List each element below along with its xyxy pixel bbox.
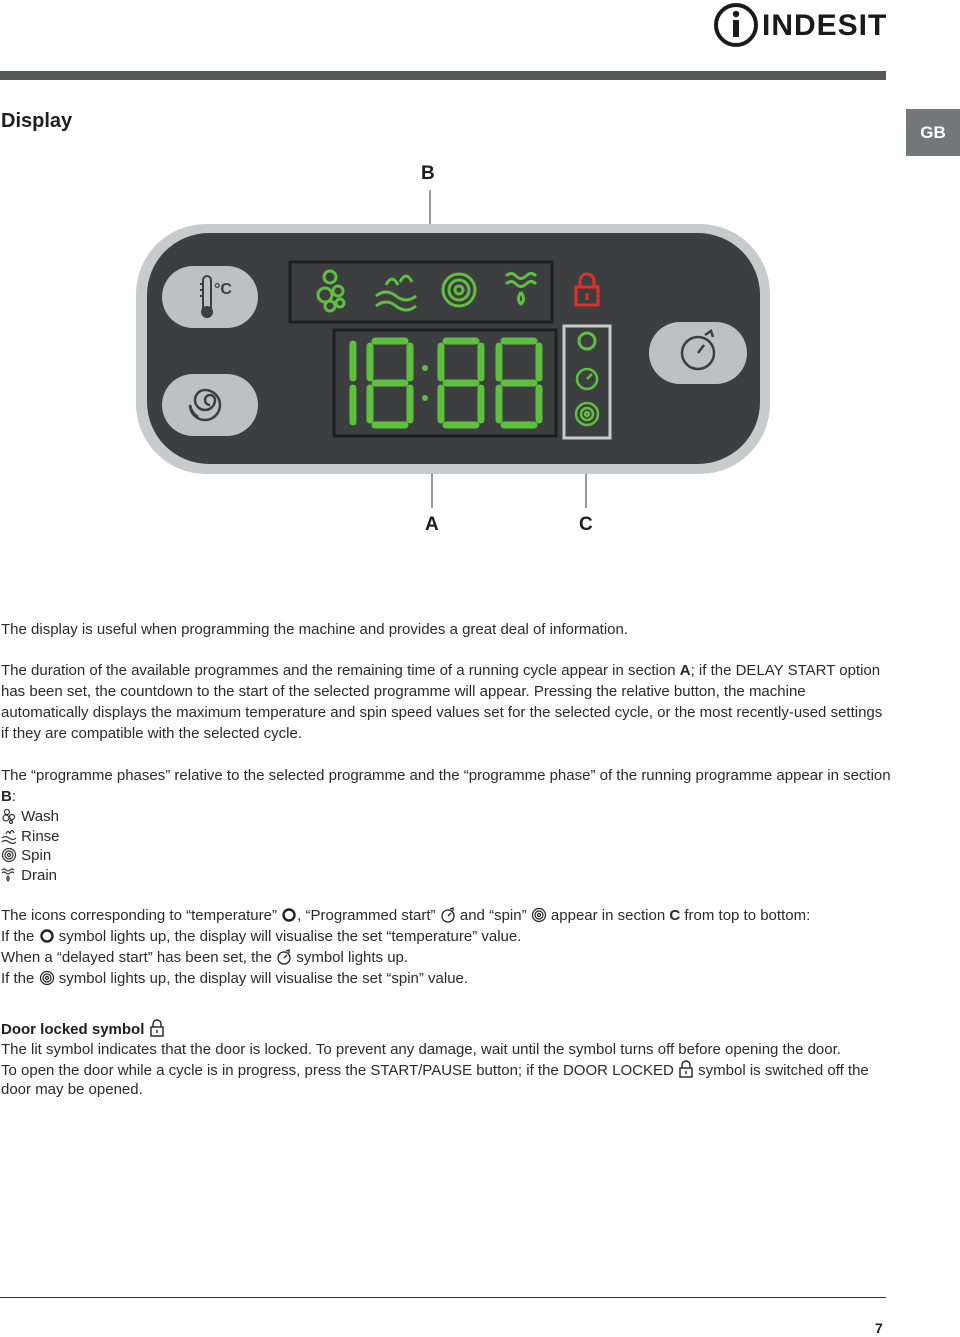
para3-l1a: The icons corresponding to “temperature” <box>1 907 277 924</box>
temp-unit: °C <box>214 281 232 298</box>
section-c-paragraph <box>1 905 891 989</box>
drain-icon <box>1 867 17 883</box>
temperature-icon <box>281 907 297 923</box>
programmed-start-icon-2 <box>276 949 292 965</box>
para3-l2a: If the <box>1 928 35 945</box>
spin-icon-inline <box>531 907 547 923</box>
phase-wash: Wash <box>21 808 59 825</box>
para3-l1e: from top to bottom: <box>680 907 811 924</box>
phase-rinse: Rinse <box>21 827 60 845</box>
footer-divider <box>0 1297 886 1298</box>
para1-text-2: ; if the DELAY START option has been set, the countdown to the start of the selected programme will appear. Pressing the relative button, the machine automatically displays the maximum temperature and spin speed values set for the selected cycle, or the most recently-used settings if they are compatible with the selected cycle. <box>1 662 883 742</box>
para3-l4b: symbol lights up, the display will visualise the set “spin” value. <box>58 970 469 987</box>
label-b: B <box>421 163 435 184</box>
wash-icon <box>1 808 17 824</box>
programmed-start-icon <box>440 907 456 923</box>
section-title: Display <box>1 110 73 132</box>
door-text-1: The lit symbol indicates that the door is locked. To prevent any damage, wait until the symbol turns off before opening the door. <box>1 1041 841 1058</box>
door-text-2b: symbol is switched off the door may be opened. <box>1 1061 869 1098</box>
language-tab: GB <box>906 109 960 156</box>
page-number: 7 <box>875 1320 883 1336</box>
label-a: A <box>425 514 439 535</box>
para3-l2b: symbol lights up, the display will visualise the set “temperature” value. <box>58 928 522 945</box>
para2-text-1: The “programme phases” relative to the selected programme and the “programme phase” of the running programme appear in section <box>1 767 891 784</box>
rinse-icon <box>1 828 17 844</box>
para3-l4a: If the <box>1 970 35 987</box>
para3-bold-c: C <box>669 907 681 924</box>
para3-l1d: appear in section <box>550 907 670 924</box>
spin-icon-inline-2 <box>39 970 55 986</box>
intro-text: The display is useful when programming the machine and provides a great deal of information. <box>1 621 629 638</box>
lock-icon-inline <box>678 1060 694 1076</box>
temperature-icon-2 <box>39 928 55 944</box>
phase-drain: Drain <box>21 866 58 884</box>
para1-text-1: The duration of the available programmes and the remaining time of a running cycle appear in section <box>1 662 680 679</box>
door-paragraph <box>1 1040 891 1100</box>
spin-icon-small <box>1 847 17 863</box>
para3-l1b: , “Programmed start” <box>297 907 436 924</box>
para3-l3b: symbol lights up. <box>296 949 409 966</box>
brand-name: INDESIT <box>762 9 888 42</box>
para2-bold-b: B <box>1 788 12 805</box>
door-text-2a: To open the door while a cycle is in progress, press the START/PAUSE button; if the DOOR LOCKED <box>1 1061 674 1079</box>
display-diagram <box>0 0 960 560</box>
phase-spin: Spin <box>21 847 52 864</box>
intro-paragraph <box>1 619 891 640</box>
lock-icon <box>149 1019 165 1035</box>
para2-text-2: : <box>11 788 17 805</box>
door-heading-text: Door locked symbol <box>1 1021 145 1038</box>
section-a-paragraph <box>1 660 891 744</box>
door-locked-heading <box>1 1019 165 1038</box>
label-c: C <box>579 514 593 535</box>
para1-bold-a: A <box>679 662 691 679</box>
section-b-paragraph <box>1 765 891 885</box>
para3-l3a: When a “delayed start” has been set, the <box>1 949 272 966</box>
para3-l1c: and “spin” <box>459 907 527 924</box>
